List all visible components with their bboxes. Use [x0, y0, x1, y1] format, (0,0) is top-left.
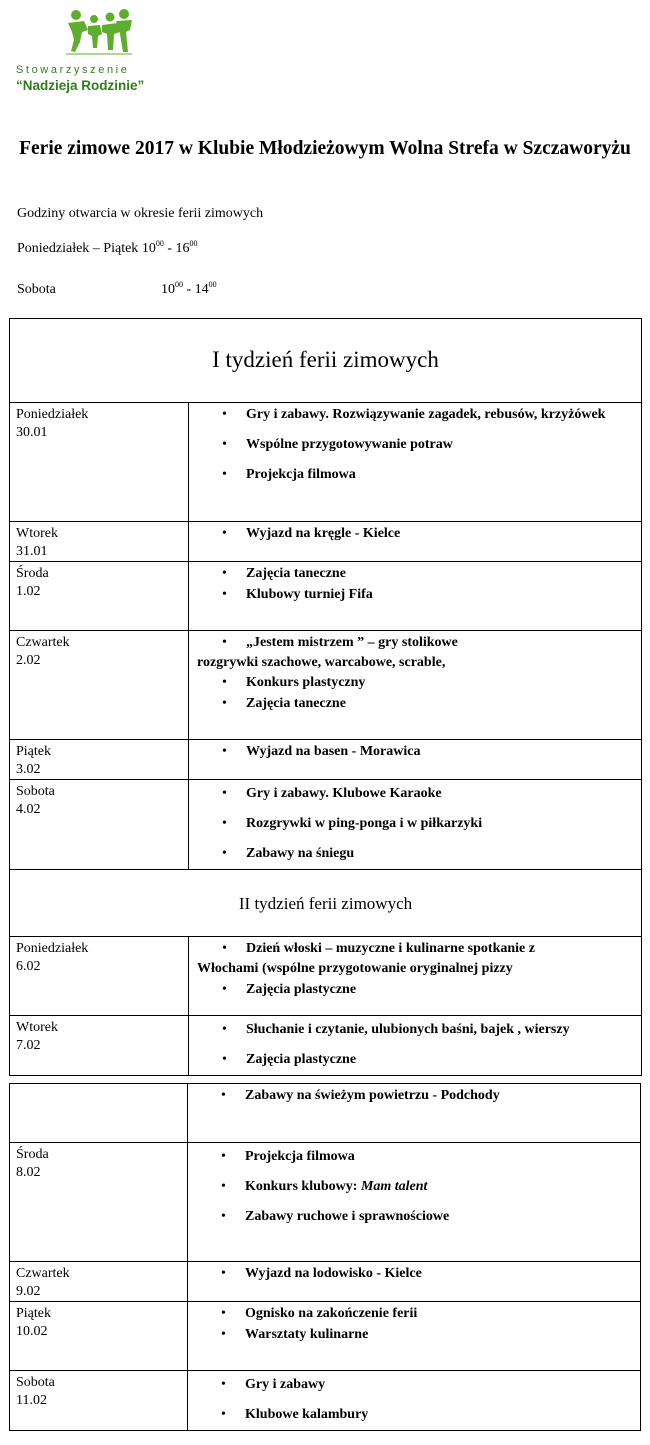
week2-heading: II tydzień ferii zimowych	[10, 870, 642, 937]
day-cell	[10, 1302, 188, 1371]
activities-cell	[188, 1084, 641, 1143]
list-item: • Gry i zabawy. Rozwiązywanie zagadek, rebusów, krzyżówek	[189, 400, 641, 430]
day-name: Poniedziałek	[16, 941, 89, 956]
activities-cell	[188, 1302, 641, 1371]
organization-logo	[14, 8, 194, 94]
list-item: • Wyjazd na basen - Morawica	[189, 742, 641, 762]
weekdays-close: 16	[175, 241, 190, 256]
activities-cell	[189, 522, 642, 562]
list-item-continuation: rozgrywki szachowe, warcabowe, scrable,	[197, 655, 446, 670]
hours-weekdays: Poniedziałek – Piątek $10^{00} - 16^{00}$	[17, 239, 198, 256]
saturday-label: Sobota	[17, 282, 56, 297]
table-row	[10, 1371, 641, 1431]
schedule-table	[9, 318, 642, 1076]
activities-cell	[189, 780, 642, 870]
day-cell	[10, 1084, 188, 1143]
day-date: 9.02	[16, 1284, 41, 1299]
schedule-table-continued	[9, 1083, 641, 1431]
list-item: • Zajęcia taneczne	[189, 564, 641, 584]
day-date: 6.02	[16, 959, 41, 974]
list-item: • Rozgrywki w ping-ponga i w piłkarzyki	[189, 814, 641, 834]
minutes-sup: 00	[175, 280, 183, 289]
table-row	[10, 1262, 641, 1302]
activities-cell	[188, 1143, 641, 1262]
week-heading-row	[10, 870, 642, 937]
day-name: Sobota	[16, 1375, 55, 1390]
day-date: 8.02	[16, 1165, 41, 1180]
week1-heading: I tydzień ferii zimowych	[10, 319, 642, 403]
day-name: Poniedziałek	[16, 407, 89, 422]
list-item: • Warsztaty kulinarne	[188, 1325, 640, 1345]
hours-heading: Godziny otwarcia w okresie ferii zimowych	[17, 206, 264, 221]
activities-cell	[189, 631, 642, 740]
activities-cell	[189, 562, 642, 631]
day-date: 10.02	[16, 1324, 48, 1339]
saturday-open: 10	[161, 282, 175, 297]
list-item: • Klubowy turniej Fifa	[189, 585, 641, 605]
day-cell	[10, 522, 189, 562]
table-row	[10, 403, 642, 522]
day-date: 4.02	[16, 802, 41, 817]
table-row	[10, 780, 642, 870]
list-item: • Gry i zabawy	[188, 1375, 640, 1395]
day-cell	[10, 562, 189, 631]
week-heading-row	[10, 319, 642, 403]
table-row	[10, 740, 642, 780]
day-name: Piątek	[16, 1306, 51, 1321]
list-item: • Klubowe kalambury	[188, 1405, 640, 1425]
list-item: • Zabawy na śniegu	[189, 844, 641, 864]
activities-cell	[189, 937, 642, 1016]
day-name: Środa	[16, 566, 49, 581]
hours-saturday: Sobota $10^{00} - 14^{00}$	[17, 280, 217, 297]
list-item: • Gry i zabawy. Klubowe Karaoke	[189, 784, 641, 804]
day-cell	[10, 1262, 188, 1302]
activities-cell	[188, 1262, 641, 1302]
family-figures-icon	[64, 8, 134, 56]
day-cell	[10, 937, 189, 1016]
activities-cell	[188, 1371, 641, 1431]
list-item: • Konkurs plastyczny	[189, 673, 641, 693]
weekdays-label: Poniedziałek – Piątek	[17, 241, 139, 256]
activities-cell	[189, 403, 642, 522]
list-item: • Zabawy ruchowe i sprawnościowe	[188, 1207, 640, 1227]
day-name: Czwartek	[16, 1266, 70, 1281]
list-item: • Wyjazd na lodowisko - Kielce	[188, 1264, 640, 1284]
list-item: • Zajęcia taneczne	[189, 694, 641, 714]
list-item: • Zabawy na świeżym powietrzu - Podchody	[188, 1086, 640, 1106]
day-name: Czwartek	[16, 635, 70, 650]
day-date: 2.02	[16, 653, 41, 668]
day-date: 31.01	[16, 544, 48, 559]
table-row	[10, 1084, 641, 1143]
minutes-sup: 00	[208, 280, 217, 289]
table-row	[10, 1143, 641, 1262]
day-name: Piątek	[16, 744, 51, 759]
contest-label: Konkurs klubowy:	[245, 1179, 358, 1194]
day-name: Wtorek	[16, 526, 58, 541]
list-item-contest	[188, 1177, 640, 1197]
day-date: 3.02	[16, 762, 41, 777]
list-item: • Wyjazd na kręgle - Kielce	[189, 524, 641, 544]
day-name: Sobota	[16, 784, 55, 799]
minutes-sup: 00	[155, 239, 164, 248]
day-cell	[10, 631, 189, 740]
logo-line-1: Stowarzyszenie	[16, 64, 130, 76]
table-row	[10, 522, 642, 562]
list-item: • Dzień włoski – muzyczne i kulinarne spotkanie z	[189, 939, 641, 959]
day-name: Środa	[16, 1147, 49, 1162]
table-row	[10, 562, 642, 631]
document-title: Ferie zimowe 2017 w Klubie Młodzieżowym Wolna Strefa w Szczaworyżu	[19, 138, 631, 159]
day-cell	[10, 740, 189, 780]
day-name: Wtorek	[16, 1020, 58, 1035]
day-cell	[10, 1143, 188, 1262]
minutes-sup: 00	[189, 239, 198, 248]
saturday-close: 14	[194, 282, 209, 297]
activities-cell	[189, 1016, 642, 1076]
list-item: • Wspólne przygotowywanie potraw	[189, 435, 641, 455]
table-row	[10, 1302, 641, 1371]
list-item: • Ognisko na zakończenie ferii	[188, 1304, 640, 1324]
day-date: 11.02	[16, 1393, 47, 1408]
list-item: • Słuchanie i czytanie, ulubionych baśni, bajek , wierszy	[189, 1020, 641, 1040]
list-item: • Zajęcia plastyczne	[189, 980, 641, 1000]
logo-line-2: “Nadzieja Rodzinie”	[16, 78, 145, 93]
day-cell	[10, 1016, 189, 1076]
list-item: • Projekcja filmowa	[189, 465, 641, 485]
day-cell	[10, 780, 189, 870]
table-row	[10, 631, 642, 740]
list-item: • Zajęcia plastyczne	[189, 1050, 641, 1070]
day-cell	[10, 403, 189, 522]
day-date: 1.02	[16, 584, 41, 599]
table-row	[10, 937, 642, 1016]
day-cell	[10, 1371, 188, 1431]
weekdays-open: 10	[141, 241, 156, 256]
list-item-continuation: Włochami (wspólne przygotowanie oryginalnej pizzy	[197, 961, 513, 976]
activities-cell	[189, 740, 642, 780]
day-date: 7.02	[16, 1038, 41, 1053]
day-date: 30.01	[16, 425, 48, 440]
table-row	[10, 1016, 642, 1076]
list-item: • „Jestem mistrzem ” – gry stolikowe	[189, 633, 641, 653]
contest-title: Mam talent	[360, 1179, 428, 1194]
list-item: • Projekcja filmowa	[188, 1147, 640, 1167]
